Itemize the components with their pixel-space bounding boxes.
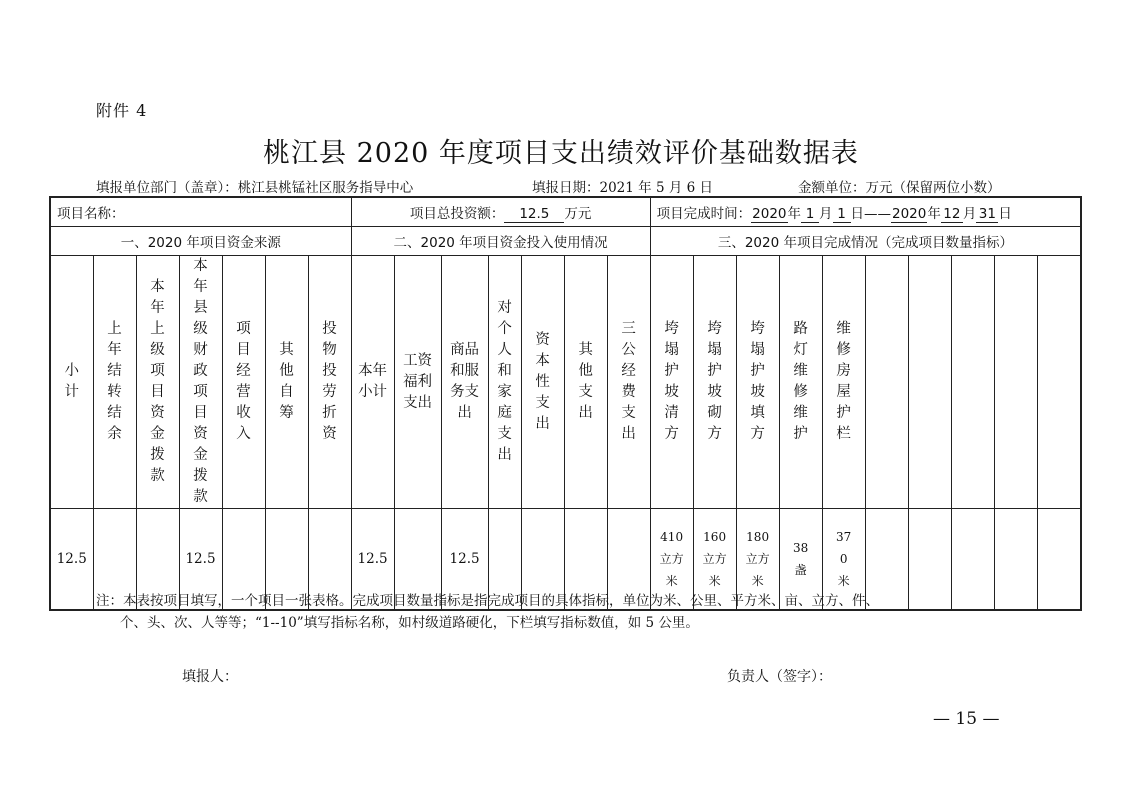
note-line-1: 注：本表按项目填写，一个项目一张表格。完成项目数量指标是指完成项目的具体指标，单位为米、公里、平方米、亩、立方、件、 bbox=[96, 593, 879, 609]
total-investment-unit: 万元 bbox=[564, 205, 592, 222]
header-source-subtotal: 小计 bbox=[64, 363, 79, 400]
note-line-2: 个、头、次、人等等；“1--10”填写指标名称，如村级道路硬化，下栏填写指标数值，如 5 公里。 bbox=[120, 615, 699, 631]
header-cell bbox=[308, 256, 351, 509]
header-streetlight: 路灯维修维护 bbox=[793, 321, 808, 442]
date-dash: —— bbox=[864, 205, 891, 222]
page-number: — 15 — bbox=[933, 709, 1000, 729]
header-cell bbox=[693, 256, 736, 509]
header-cell bbox=[994, 256, 1037, 509]
header-goods-services: 商品和服务支出 bbox=[450, 342, 480, 421]
header-cell bbox=[908, 256, 951, 509]
header-cell bbox=[865, 256, 908, 509]
header-cell bbox=[488, 256, 521, 509]
header-three-public: 三公经费支出 bbox=[621, 321, 636, 442]
end-month: 12 bbox=[941, 206, 963, 223]
header-salary-welfare: 工资福利支出 bbox=[403, 352, 433, 411]
header-prior-balance: 上年结转结余 bbox=[107, 321, 122, 442]
filler-signature: 填报人： bbox=[182, 669, 238, 685]
header-cell bbox=[441, 256, 488, 509]
start-month: 1 bbox=[801, 206, 819, 223]
data-table bbox=[49, 196, 1082, 611]
end-year: 2020 bbox=[892, 205, 927, 222]
attachment-label: 附件 4 bbox=[96, 101, 148, 120]
currency-unit: 金额单位：万元（保留两位小数） bbox=[798, 180, 1001, 196]
value-railing: 370 米 bbox=[836, 530, 852, 588]
header-in-kind-labor: 投物投劳折资 bbox=[322, 321, 337, 442]
completion-time-label: 项目完成时间： bbox=[656, 205, 752, 222]
day-label: 日 bbox=[850, 205, 864, 222]
value-usage-subtotal: 12.5 bbox=[351, 509, 394, 611]
value-goods-services: 12.5 bbox=[441, 509, 488, 611]
value-streetlight: 38 盏 bbox=[793, 541, 809, 577]
header-cell bbox=[521, 256, 564, 509]
table-note bbox=[96, 590, 1036, 634]
header-usage-subtotal: 本年小计 bbox=[358, 363, 388, 400]
header-superior-funds: 本年上级项目资金拨款 bbox=[150, 279, 165, 484]
header-county-funds: 本年县级财政项目资金拨款 bbox=[193, 258, 208, 505]
header-railing: 维修房屋护栏 bbox=[836, 321, 851, 442]
header-cell bbox=[222, 256, 265, 509]
total-investment-cell bbox=[351, 197, 650, 227]
header-slope-filling: 垮塌护坡填方 bbox=[750, 321, 765, 442]
header-other-self-raised: 其他自筹 bbox=[279, 342, 294, 421]
header-cell bbox=[50, 256, 93, 509]
total-investment-value: 12.5 bbox=[504, 206, 564, 223]
header-cell bbox=[779, 256, 822, 509]
start-day: 1 bbox=[833, 206, 851, 223]
header-cell bbox=[1037, 256, 1081, 509]
filling-unit: 填报单位部门（盖章）：桃江县桃锰社区服务指导中心 bbox=[96, 180, 414, 196]
header-other-expense: 其他支出 bbox=[578, 342, 593, 421]
year-label: 年 bbox=[787, 205, 801, 222]
responsible-signature: 负责人（签字）： bbox=[727, 669, 832, 685]
year-label: 年 bbox=[927, 205, 941, 222]
start-year: 2020 bbox=[752, 205, 787, 222]
project-name-cell bbox=[50, 197, 351, 227]
section-funding-usage: 二、2020 年项目资金投入使用情况 bbox=[351, 227, 650, 256]
header-cell bbox=[351, 256, 394, 509]
header-cell bbox=[93, 256, 136, 509]
value-county-funds: 12.5 bbox=[179, 509, 222, 611]
header-cell bbox=[136, 256, 179, 509]
value-slope-masonry: 160 立方米 bbox=[702, 530, 727, 588]
header-cell bbox=[564, 256, 607, 509]
header-personal-household: 对个人和家庭支出 bbox=[497, 300, 512, 463]
value-source-subtotal: 12.5 bbox=[50, 509, 93, 611]
total-investment-label: 项目总投资额： bbox=[409, 205, 505, 222]
completion-time-cell bbox=[650, 197, 1081, 227]
header-cell bbox=[179, 256, 222, 509]
header-cell bbox=[736, 256, 779, 509]
value-slope-clearing: 410 立方米 bbox=[659, 530, 684, 588]
header-cell bbox=[951, 256, 994, 509]
header-cell bbox=[607, 256, 650, 509]
month-label: 月 bbox=[962, 205, 977, 222]
header-cell bbox=[394, 256, 441, 509]
header-cell bbox=[822, 256, 865, 509]
header-slope-clearing: 垮塌护坡清方 bbox=[664, 321, 679, 442]
value-slope-filling: 180 立方米 bbox=[745, 530, 770, 588]
section-completion: 三、2020 年项目完成情况（完成项目数量指标） bbox=[650, 227, 1081, 256]
day-label: 日 bbox=[998, 205, 1012, 222]
header-cell bbox=[650, 256, 693, 509]
filling-date: 填报日期：2021 年 5 月 6 日 bbox=[532, 180, 713, 196]
header-operating-income: 项目经营收入 bbox=[236, 321, 251, 442]
header-cell bbox=[265, 256, 308, 509]
section-funding-source: 一、2020 年项目资金来源 bbox=[50, 227, 351, 256]
end-day: 31 bbox=[976, 206, 998, 223]
page-title: 桃江县 2020 年度项目支出绩效评价基础数据表 bbox=[263, 138, 859, 169]
value-cell bbox=[1037, 509, 1081, 611]
project-name-label: 项目名称： bbox=[57, 206, 125, 222]
header-capital: 资本性支出 bbox=[535, 331, 550, 432]
header-slope-masonry: 垮塌护坡砌方 bbox=[707, 321, 722, 442]
month-label: 月 bbox=[819, 205, 833, 222]
